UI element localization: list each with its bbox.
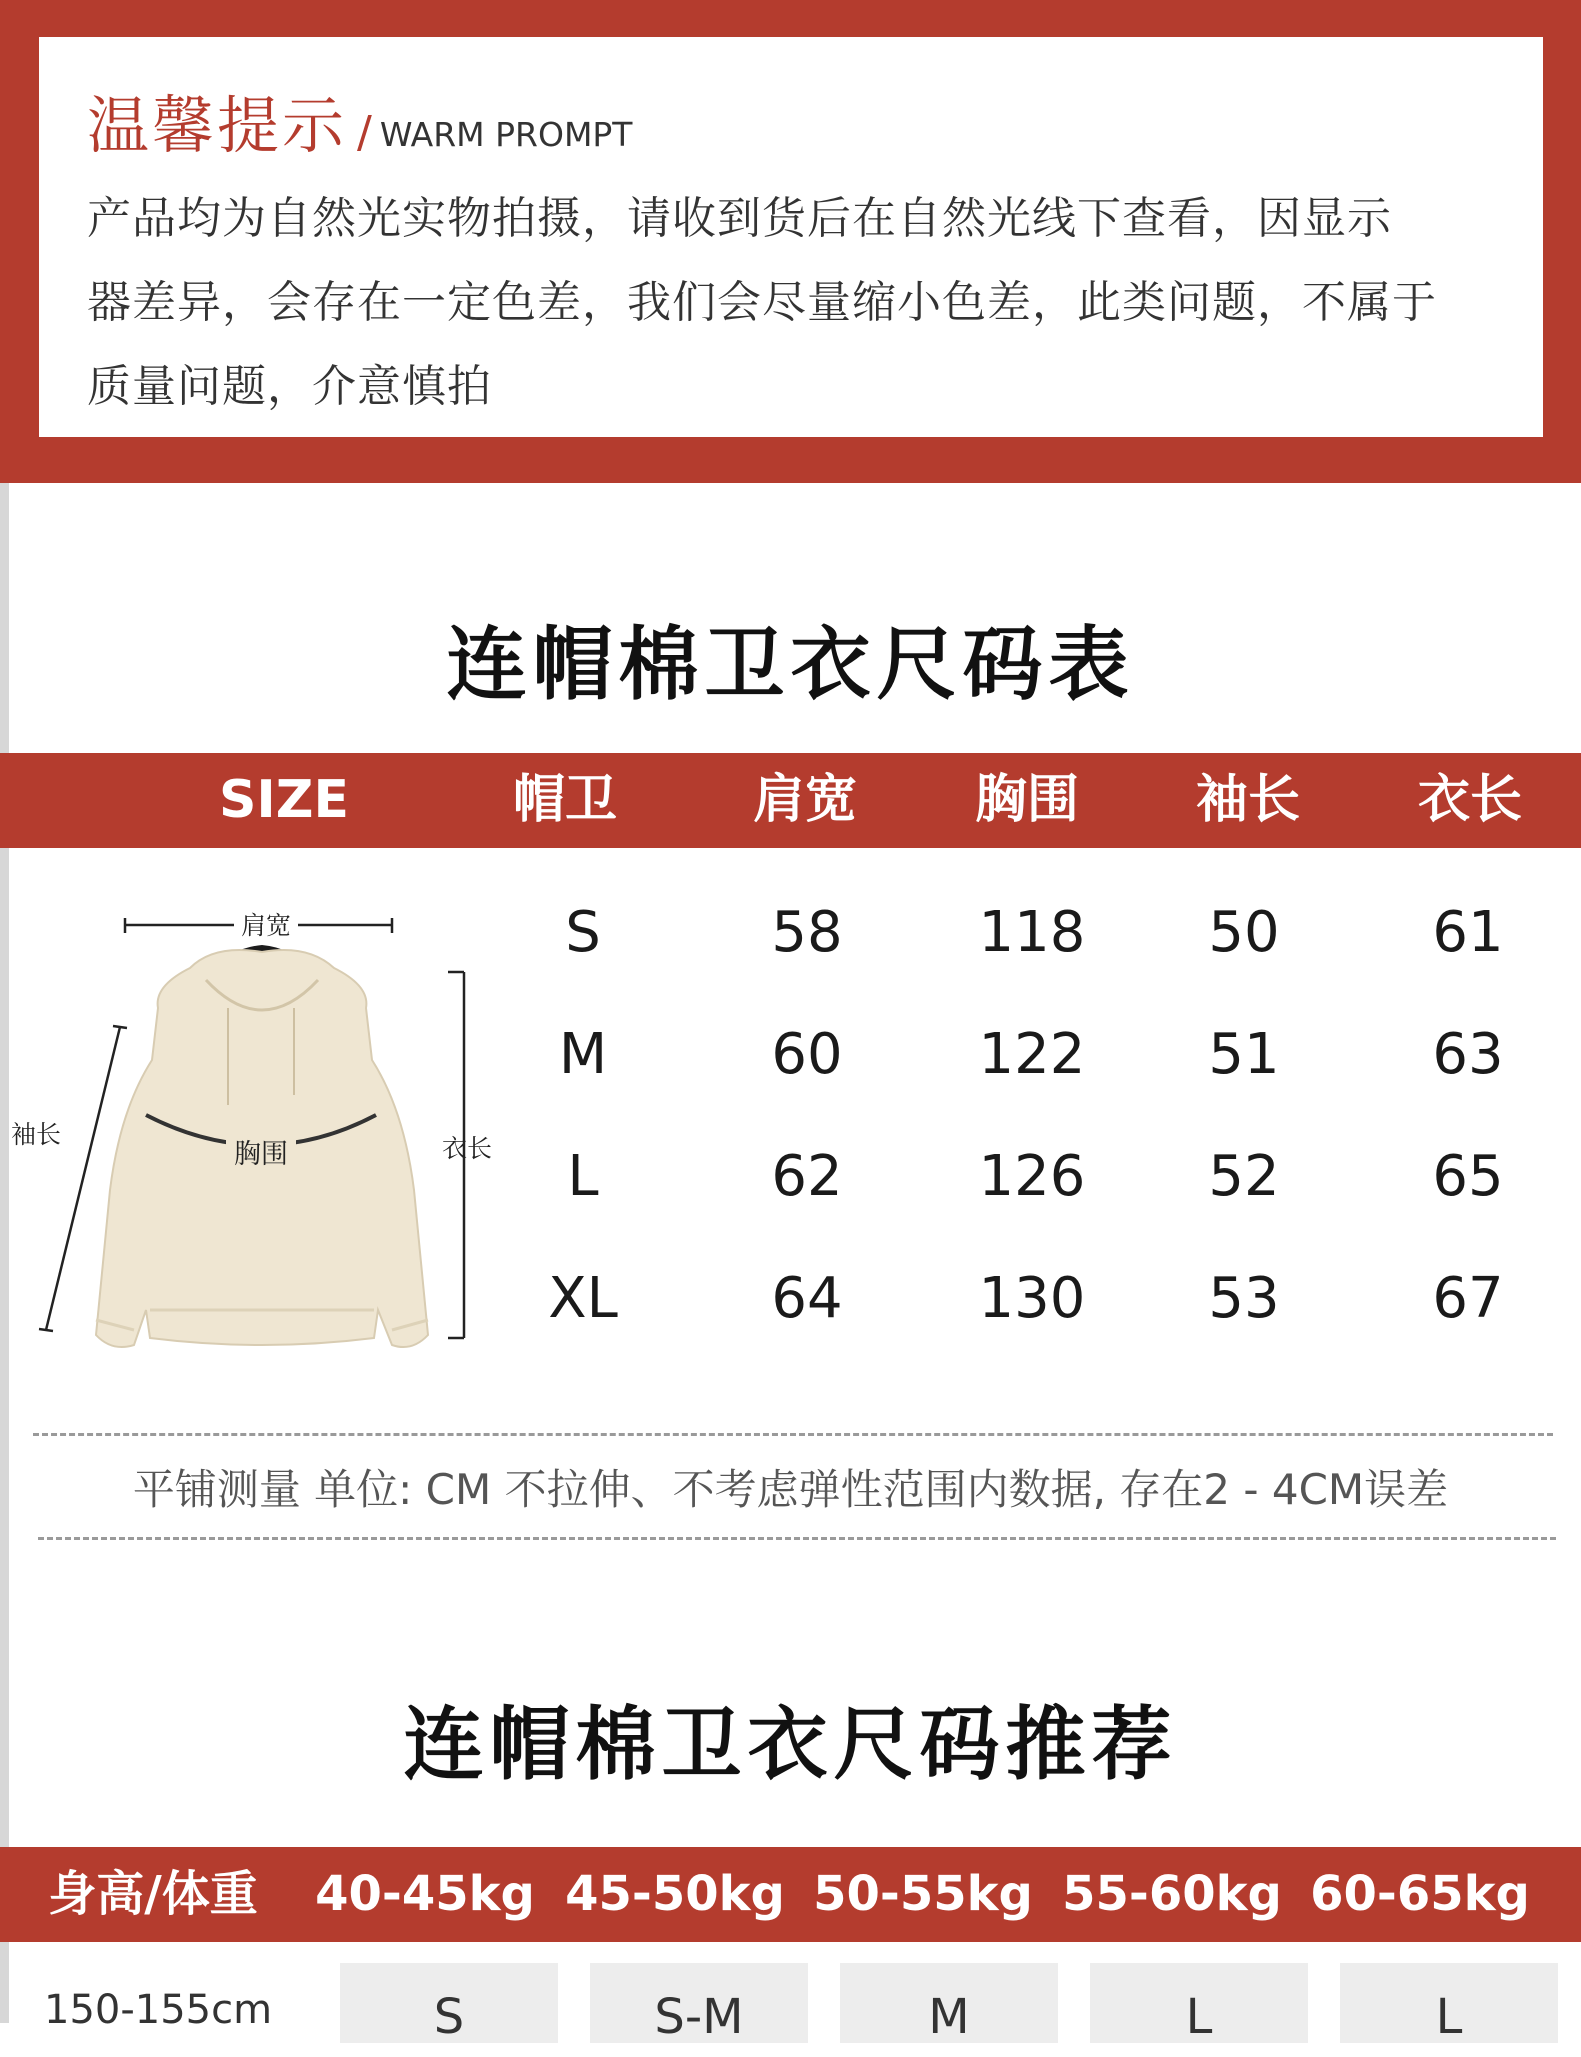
- header-sleeve: 袖长: [1195, 770, 1300, 830]
- hoodie-measurement-diagram: [0, 890, 520, 1380]
- header-weight-range: 55-60kg: [1062, 1866, 1282, 1922]
- recommended-size-cell: L: [1340, 1963, 1558, 2043]
- shoulder-cell: 60: [771, 1022, 843, 1087]
- dashed-divider: [38, 1537, 1556, 1540]
- warm-prompt-title-en: WARM PROMPT: [379, 115, 633, 154]
- chest-cell: 126: [978, 1144, 1086, 1209]
- warm-prompt-banner: [0, 0, 1581, 483]
- header-weight-range: 60-65kg: [1310, 1866, 1530, 1922]
- warm-prompt-line: 质量问题，介意慎拍: [87, 361, 492, 412]
- header-height-weight: 身高/体重: [48, 1866, 258, 1922]
- diagram-label-chest: 胸围: [234, 1139, 288, 1170]
- shoulder-cell: 62: [771, 1144, 843, 1209]
- row-height-label: 150-155cm: [44, 1987, 273, 2033]
- size-table-header: [0, 753, 1581, 848]
- warm-prompt-line: 产品均为自然光实物拍摄，请收到货后在自然光线下查看，因显示: [87, 193, 1392, 244]
- length-cell: 63: [1432, 1022, 1504, 1087]
- length-cell: 65: [1432, 1144, 1504, 1209]
- recommended-size-cell: L: [1090, 1963, 1308, 2043]
- header-length: 衣长: [1417, 770, 1522, 830]
- recommended-size-cell: S-M: [590, 1963, 808, 2043]
- chest-cell: 118: [978, 900, 1086, 965]
- recommendation-header: [0, 1847, 1581, 1942]
- shoulder-cell: 58: [771, 900, 843, 965]
- measurement-note: 平铺测量 单位: CM 不拉伸、不考虑弹性范围内数据, 存在2 - 4CM误差: [132, 1465, 1449, 1514]
- size-cell: XL: [548, 1266, 618, 1331]
- size-cell: L: [567, 1144, 599, 1209]
- sleeve-cell: 53: [1208, 1266, 1280, 1331]
- size-chart-title: 连帽棉卫衣尺码表: [446, 618, 1135, 711]
- size-cell: M: [558, 1022, 608, 1087]
- warm-prompt-card: [39, 37, 1543, 437]
- diagram-label-sleeve: 袖长: [10, 1120, 62, 1149]
- recommended-size-cell: M: [840, 1963, 1058, 2043]
- recommended-size-cell: S: [340, 1963, 558, 2043]
- chest-cell: 122: [978, 1022, 1086, 1087]
- recommendation-title: 连帽棉卫衣尺码推荐: [403, 1698, 1178, 1791]
- header-weight-range: 45-50kg: [565, 1866, 785, 1922]
- warm-prompt-title: [87, 73, 1495, 162]
- dashed-divider: [33, 1433, 1553, 1436]
- header-chest: 胸围: [974, 770, 1079, 830]
- warm-prompt-text: [87, 177, 1495, 429]
- diagram-label-shoulder: 肩宽: [240, 911, 292, 940]
- header-size: SIZE: [218, 770, 350, 830]
- diagram-label-length: 衣长: [441, 1134, 493, 1163]
- length-cell: 67: [1432, 1266, 1504, 1331]
- header-weight-range: 40-45kg: [315, 1866, 535, 1922]
- size-cell: S: [565, 900, 601, 965]
- sleeve-cell: 52: [1208, 1144, 1280, 1209]
- header-hoodie: 帽卫: [512, 770, 617, 830]
- chest-cell: 130: [978, 1266, 1086, 1331]
- warm-prompt-title-cn: 温馨提示: [87, 89, 348, 162]
- warm-prompt-line: 器差异，会存在一定色差，我们会尽量缩小色差，此类问题，不属于: [87, 277, 1437, 328]
- shoulder-cell: 64: [771, 1266, 843, 1331]
- sleeve-cell: 51: [1208, 1022, 1280, 1087]
- header-weight-range: 50-55kg: [813, 1866, 1033, 1922]
- header-shoulder: 肩宽: [752, 770, 857, 830]
- sleeve-cell: 50: [1208, 900, 1280, 965]
- title-separator: /: [357, 107, 372, 158]
- length-cell: 61: [1432, 900, 1504, 965]
